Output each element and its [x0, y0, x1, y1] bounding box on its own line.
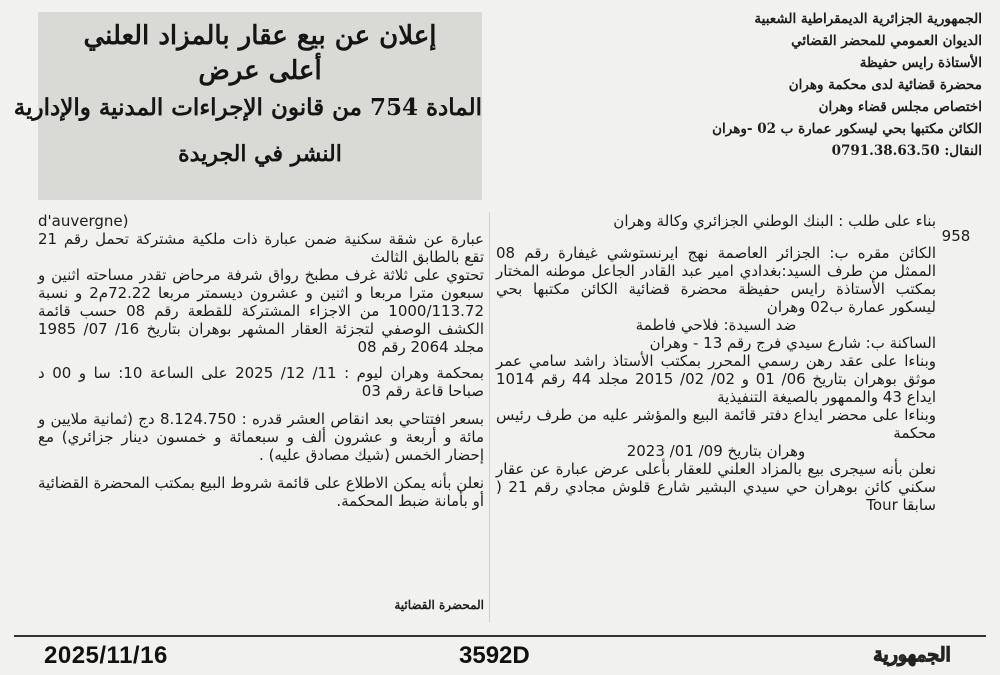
right-text-column: [496, 212, 936, 514]
newspaper-logo: الجمهورية: [873, 644, 951, 666]
authority-line: الجمهورية الجزائرية الديمقراطية الشعبية: [754, 11, 982, 27]
footer-date: 2025/11/16: [40, 642, 172, 670]
defendant-address-line: الساكنة ب: شارع سيدي فرج رقم 13 - وهران: [649, 334, 936, 352]
property-details-paragraph: تحتوي على ثلاثة غرف مطبخ رواق شرفة مرحاض تقدر مساحته اثنين و سبعون مترا مربعا و اثنين و عشرون ديسمتر مربعا 72.22م2 و نسبة 1000/113.72 من الاجزاء المشتركة للقطعة رقم 08 حسب قائمة الكشف الوصفي لتجزئة العقار المشهر بوهران بتاريخ 16/ 07/ 1985 مجلد 2064 رقم 08: [38, 266, 484, 356]
authority-line: الأستاذة رايس حفيظة: [859, 55, 982, 71]
authority-line: الديوان العمومي للمحضر القضائي: [791, 33, 982, 49]
sale-announcement-paragraph: نعلن بأنه سيجرى بيع بالمزاد العلني للعقار بأعلى عرض عبارة عن عقار سكني كائن بوهران حي سيدي البشير شارع قلوش مجادي رقم 21 ( سابقا Tour: [496, 460, 936, 514]
announcement-title: إعلان عن بيع عقار بالمزاد العلني: [83, 21, 437, 51]
column-divider: [489, 212, 490, 622]
deposit-paragraph: وبناءا على محضر ايداع دفتر قائمة البيع والمؤشر عليه من طرف رئيس محكمة: [496, 406, 936, 442]
opening-price-paragraph: بسعر افتتاحي بعد انقاص العشر قدره : 8.124.750 دج (ثمانية ملايين و مائة و أربعة و عشرون ألف و سبعمائة و خمسون دينار جزائري) مع إحضار الخمس (شيك مصادق عليه) .: [38, 410, 484, 464]
deposit-date-line: وهران بتاريخ 09/ 01/ 2023: [626, 442, 806, 460]
publication-notice: النشر في الجريدة: [178, 141, 342, 167]
authority-line: اختصاص مجلس قضاء وهران: [818, 99, 982, 115]
legal-article-reference: المادة 754 من قانون الإجراءات المدنية والإدارية: [13, 94, 482, 121]
announcement-title-box: [13, 12, 482, 200]
conditions-notice-paragraph: نعلن بأنه يمكن الاطلاع على قائمة شروط البيع بمكتب المحضرة القضائية أو بأمانة ضبط المحكمة.: [38, 474, 484, 510]
authority-line: الكائن مكتبها بحي ليسكور عمارة ب 02 -وهران: [712, 121, 982, 137]
continuation-word: d'auvergne): [38, 212, 129, 230]
announcement-subtitle: أعلى عرض: [198, 56, 322, 86]
margin-number: 958: [941, 227, 971, 245]
requester-paragraph: بناء على طلب : البنك الوطني الجزائري وكالة وهران: [613, 212, 936, 230]
auction-date-paragraph: بمحكمة وهران ليوم : 11/ 12/ 2025 على الساعة 10: سا و 00 د صباحا قاعة رقم 03: [38, 364, 484, 400]
authority-header: [622, 8, 982, 162]
mortgage-paragraph: وبناءا على عقد رهن رسمي المحرر بمكتب الأستاذ راشد سامي عمر موثق بوهران بتاريخ 06/ 01 و 02/ 02/ 2015 مجلد 44 رقم 1014 ايداع 43 والممهور بالصيغة التنفيذية: [496, 352, 937, 406]
property-description-paragraph: عبارة عن شقة سكنية ضمن عبارة ذات ملكية مشتركة تحمل رقم 21 تقع بالطابق الثالث: [38, 230, 484, 266]
signature: المحضرة القضائية: [394, 598, 484, 612]
authority-line: محضرة قضائية لدى محكمة وهران: [788, 77, 982, 93]
footer-code: 3592D: [455, 642, 534, 670]
left-text-column: [38, 212, 484, 510]
defendant-line: ضد السيدة: فلاحي فاطمة: [635, 316, 797, 334]
footer-rule: [14, 635, 986, 637]
requester-address-paragraph: الكائن مقره ب: الجزائر العاصمة نهج ايرنستوشي غيفارة رقم 08 الممثل من طرف السيد:بغدادي امير عبد القادر الجاعل موطنه المختار بمكتب الأستاذة رايس حفيظة محضرة قضائية الكائن مكتبها بحي ليسكور عمارة ب02 وهران: [496, 244, 936, 316]
authority-line: النقال: 0791.38.63.50: [831, 143, 982, 159]
